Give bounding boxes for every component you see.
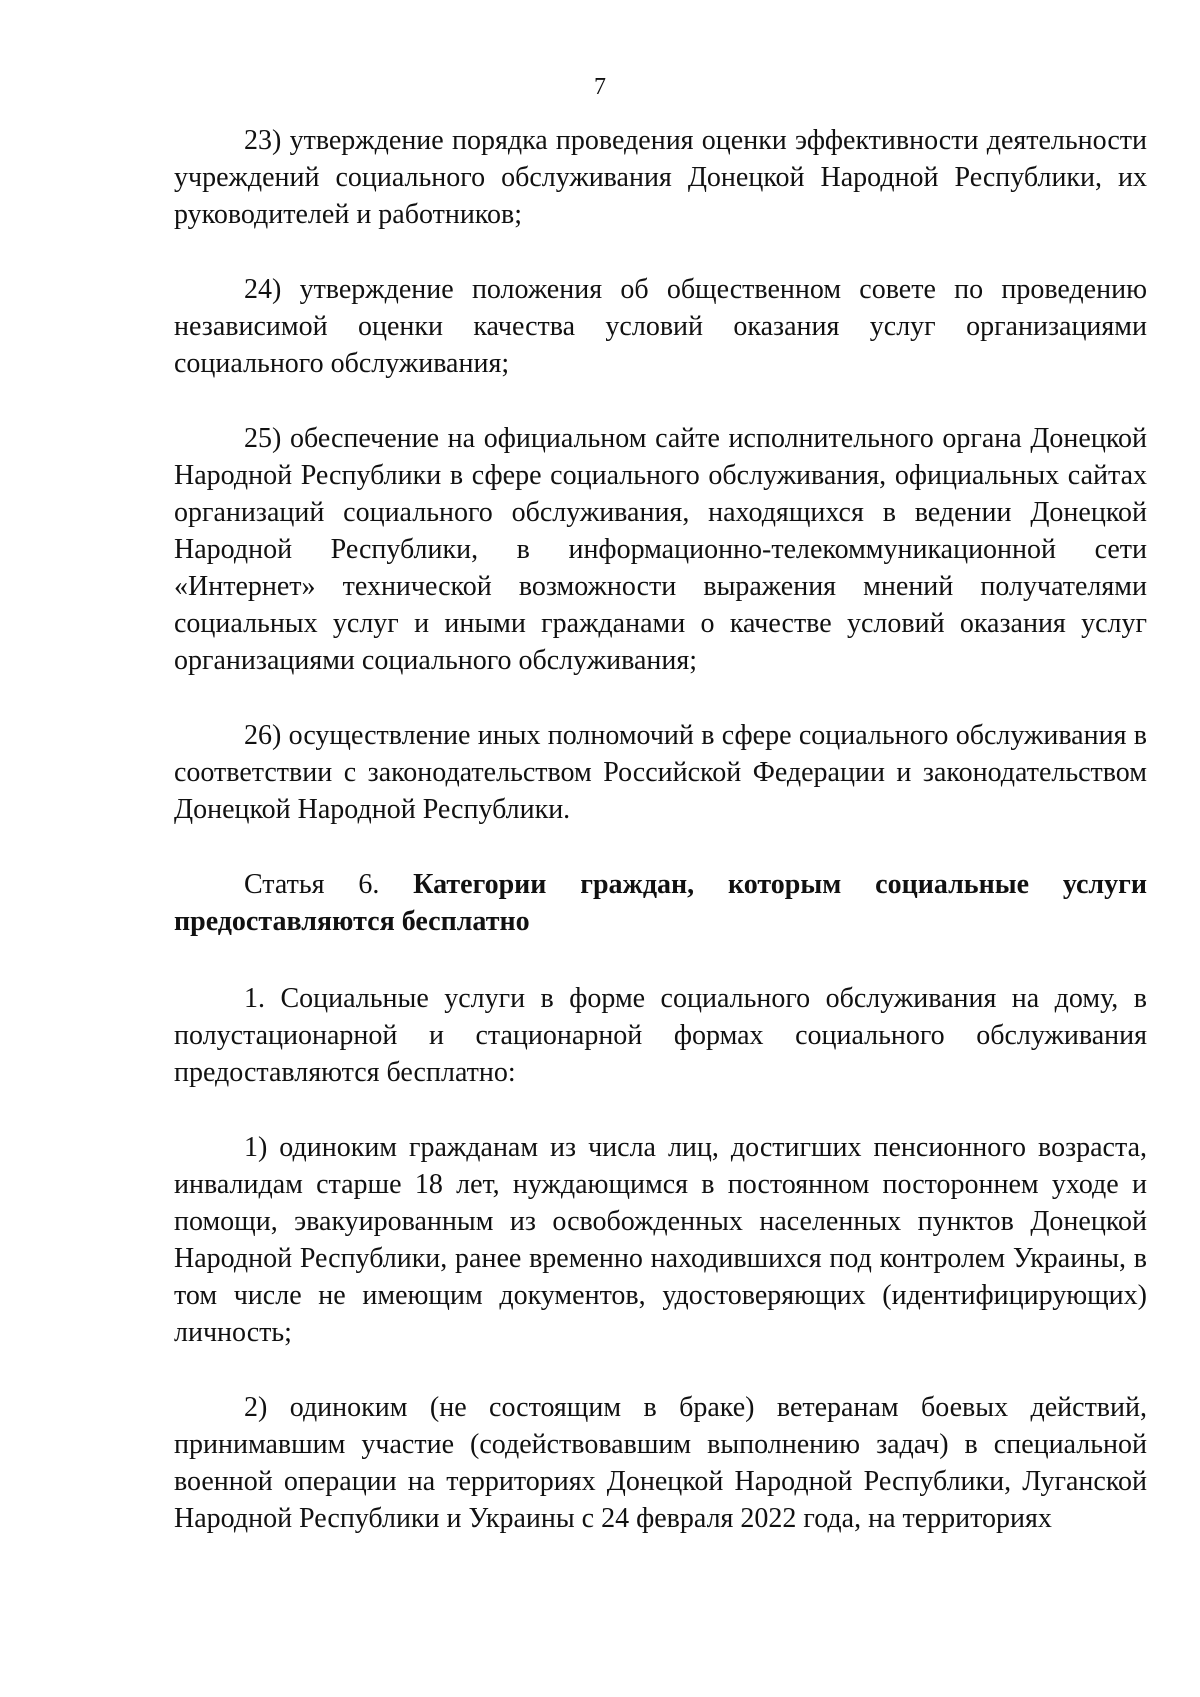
article-title: Категории граждан, которым социальные услуги предоставляются бесплатно (174, 869, 1147, 937)
paragraph-item-26: 26) осуществление иных полномочий в сфере социального обслуживания в соответствии с законодательством Российской Федерации и законодательством Донецкой Народной Республики. (174, 720, 1147, 825)
page-number: 7 (594, 74, 606, 100)
paragraph-item-24: 24) утверждение положения об общественном совете по проведению независимой оценки качества условий оказания услуг организациями социального обслуживания; (174, 274, 1147, 379)
paragraph-clause-1-2: 2) одиноким (не состоящим в браке) ветеранам боевых действий, принимавшим участие (содействовавшим выполнению задач) в специальной военной операции на территориях Донецкой Народной Республики, Луганской Народной Республики и Украины с 24 февраля 2022 года, на территориях (174, 1392, 1147, 1534)
document-body (174, 122, 1147, 1575)
paragraph-item-23: 23) утверждение порядка проведения оценки эффективности деятельности учреждений социального обслуживания Донецкой Народной Республики, их руководителей и работников; (174, 125, 1147, 230)
paragraph-item-25: 25) обеспечение на официальном сайте исполнительного органа Донецкой Народной Республики в сфере социального обслуживания, официальных сайтах организаций социального обслуживания, находящихся в ведении Донецкой Народной Республики, в информационно-телекоммуникационной сети «Интернет» технической возможности выражения мнений получателями социальных услуг и иными гражданами о качестве условий оказания услуг организациями социального обслуживания; (174, 423, 1147, 676)
article-prefix: Статья 6. (244, 869, 414, 900)
paragraph-clause-1-1: 1) одиноким гражданам из числа лиц, достигших пенсионного возраста, инвалидам старше 18 лет, нуждающимся в постоянном постороннем уходе и помощи, эвакуированным из освобожденных населенных пунктов Донецкой Народной Республики, ранее временно находившихся под контролем Украины, в том числе не имеющим документов, удостоверяющих (идентифицирующих) личность; (174, 1132, 1147, 1348)
article-heading (174, 866, 1147, 940)
paragraph-clause-1: 1. Социальные услуги в форме социального обслуживания на дому, в полустационарной и стационарной формах социального обслуживания предоставляются бесплатно: (174, 983, 1147, 1088)
